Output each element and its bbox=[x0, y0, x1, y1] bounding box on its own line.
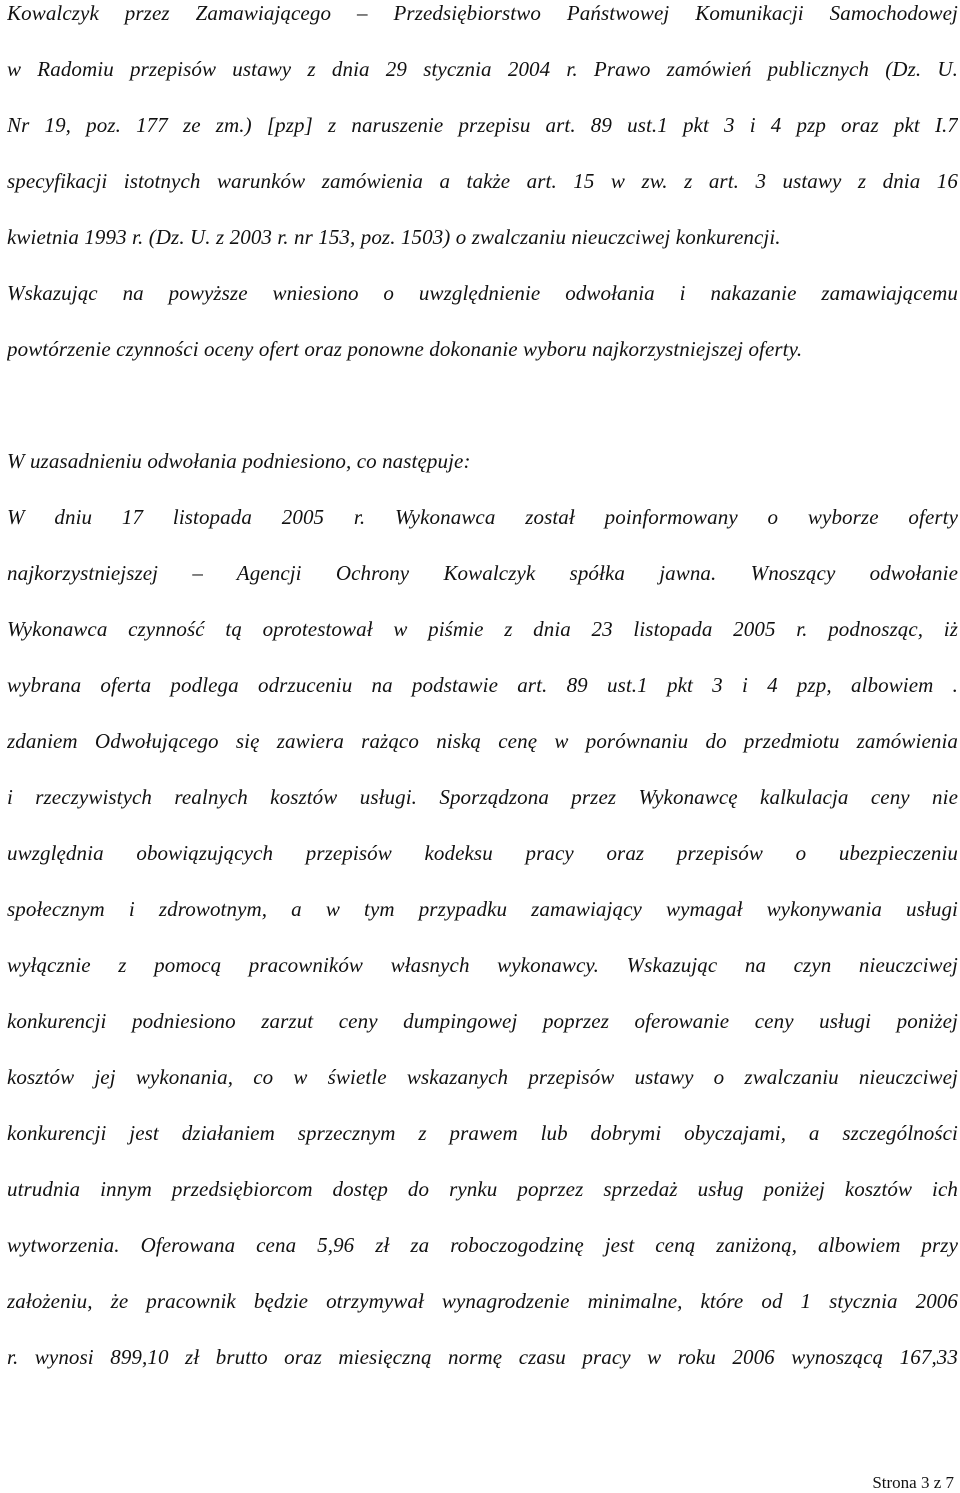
text-line: zdaniem Odwołującego się zawiera rażąco niską cenę w porównaniu do przedmiotu zamówienia bbox=[7, 729, 958, 753]
text-line: konkurencji podniesiono zarzut ceny dumpingowej poprzez oferowanie ceny usługi poniżej bbox=[7, 1009, 958, 1033]
text-line: społecznym i zdrowotnym, a w tym przypadku zamawiający wymagał wykonywania usługi bbox=[7, 897, 958, 921]
text-line: r. wynosi 899,10 zł brutto oraz miesięczną normę czasu pracy w roku 2006 wynoszącą 167,33 bbox=[7, 1345, 958, 1369]
text-line: Kowalczyk przez Zamawiającego – Przedsiębiorstwo Państwowej Komunikacji Samochodowej bbox=[7, 1, 958, 25]
text-line: w Radomiu przepisów ustawy z dnia 29 stycznia 2004 r. Prawo zamówień publicznych (Dz. U. bbox=[7, 57, 958, 81]
text-line: W dniu 17 listopada 2005 r. Wykonawca został poinformowany o wyborze oferty bbox=[7, 505, 958, 529]
text-line: Nr 19, poz. 177 ze zm.) [pzp] z naruszenie przepisu art. 89 ust.1 pkt 3 i 4 pzp oraz pkt I.7 bbox=[7, 113, 958, 137]
text-line: utrudnia innym przedsiębiorcom dostęp do rynku poprzez sprzedaż usług poniżej kosztów ich bbox=[7, 1177, 958, 1201]
text-line: specyfikacji istotnych warunków zamówienia a także art. 15 w zw. z art. 3 ustawy z dnia 16 bbox=[7, 169, 958, 193]
section-heading: W uzasadnieniu odwołania podniesiono, co następuje: bbox=[7, 449, 471, 473]
text-line: powtórzenie czynności oceny ofert oraz ponowne dokonanie wyboru najkorzystniejszej oferty. bbox=[7, 337, 803, 361]
text-line: wytworzenia. Oferowana cena 5,96 zł za roboczogodzinę jest ceną zaniżoną, albowiem przy bbox=[7, 1233, 958, 1257]
text-line: najkorzystniejszej – Agencji Ochrony Kowalczyk spółka jawna. Wnoszący odwołanie bbox=[7, 561, 958, 585]
text-line: kosztów jej wykonania, co w świetle wskazanych przepisów ustawy o zwalczaniu nieuczciwej bbox=[7, 1065, 958, 1089]
text-line: Wykonawca czynność tą oprotestował w piśmie z dnia 23 listopada 2005 r. podnosząc, iż bbox=[7, 617, 958, 641]
text-line: wybrana oferta podlega odrzuceniu na podstawie art. 89 ust.1 pkt 3 i 4 pzp, albowiem . bbox=[7, 673, 958, 697]
text-line: Wskazując na powyższe wniesiono o uwzględnienie odwołania i nakazanie zamawiającemu bbox=[7, 281, 958, 305]
text-line: uwzględnia obowiązujących przepisów kodeksu pracy oraz przepisów o ubezpieczeniu bbox=[7, 841, 958, 865]
text-line: wyłącznie z pomocą pracowników własnych wykonawcy. Wskazując na czyn nieuczciwej bbox=[7, 953, 958, 977]
text-line: kwietnia 1993 r. (Dz. U. z 2003 r. nr 153, poz. 1503) o zwalczaniu nieuczciwej konkurencji. bbox=[7, 225, 781, 249]
text-line: założeniu, że pracownik będzie otrzymywał wynagrodzenie minimalne, które od 1 stycznia 2006 bbox=[7, 1289, 958, 1313]
text-line: konkurencji jest działaniem sprzecznym z prawem lub dobrymi obyczajami, a szczególności bbox=[7, 1121, 958, 1145]
text-line: i rzeczywistych realnych kosztów usługi. Sporządzona przez Wykonawcę kalkulacja ceny nie bbox=[7, 785, 958, 809]
page-number: Strona 3 z 7 bbox=[872, 1473, 954, 1492]
